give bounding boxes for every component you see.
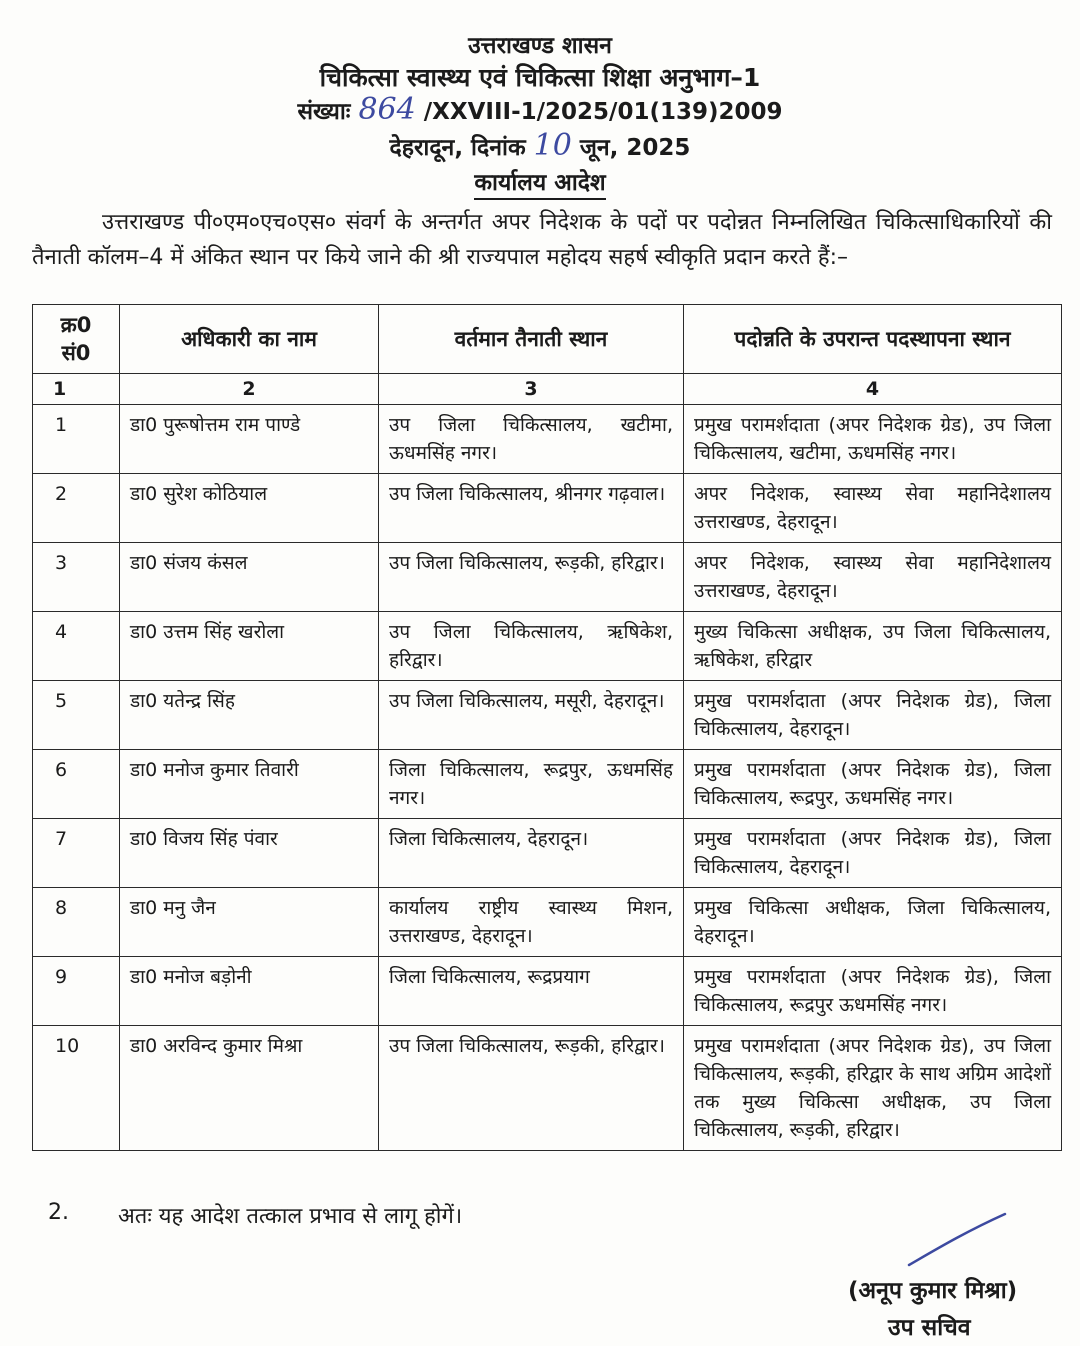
header-new-posting: पदोन्नति के उपरान्त पदस्थापना स्थान xyxy=(684,305,1062,374)
signatory-designation: उप सचिव xyxy=(888,1315,971,1341)
officer-name: डा0 संजय कंसल xyxy=(120,543,379,612)
officer-name: डा0 सुरेश कोठियाल xyxy=(120,474,379,543)
current-posting: कार्यालय राष्ट्रीय स्वास्थ्य मिशन, उत्तराखण्ड, देहरादून। xyxy=(379,888,684,957)
serial-number: 1 xyxy=(33,405,120,474)
serial-number: 8 xyxy=(33,888,120,957)
order-number xyxy=(0,92,1080,127)
serial-number: 10 xyxy=(33,1026,120,1151)
intro-text: उत्तराखण्ड पी०एम०एच०एस० संवर्ग के अन्तर्गत अपर निदेशक के पदों पर पदोन्नत निम्नलिखित चिकित्साधिकारियों की तैनाती कॉलम–4 में अंकित स्थान पर किये जाने की श्री राज्यपाल महोदय सहर्ष स्वीकृति प्रदान करते हैं:– xyxy=(32,210,1052,270)
intro-paragraph xyxy=(32,205,1052,275)
table-row xyxy=(33,543,1062,612)
new-posting: प्रमुख परामर्शदाता (अपर निदेशक ग्रेड), उप जिला चिकित्सालय, रूड़की, हरिद्वार के साथ अग्रिम आदेशों तक मुख्य चिकित्सा अधीक्षक, उप जिला चिकित्सालय, रूड़की, हरिद्वार। xyxy=(684,1026,1062,1151)
officer-name: डा0 विजय सिंह पंवार xyxy=(120,819,379,888)
column-number: 2 xyxy=(120,374,379,405)
table-row xyxy=(33,819,1062,888)
serial-number: 5 xyxy=(33,681,120,750)
officer-name: डा0 उत्तम सिंह खरोला xyxy=(120,612,379,681)
current-posting: उप जिला चिकित्सालय, ऋषिकेश, हरिद्वार। xyxy=(379,612,684,681)
table-row xyxy=(33,1026,1062,1151)
header-current-posting: वर्तमान तैनाती स्थान xyxy=(379,305,684,374)
new-posting: प्रमुख चिकित्सा अधीक्षक, जिला चिकित्सालय, देहरादून। xyxy=(684,888,1062,957)
new-posting: मुख्य चिकित्सा अधीक्षक, उप जिला चिकित्सालय, ऋषिकेश, हरिद्वार xyxy=(684,612,1062,681)
officer-name: डा0 पुरूषोत्तम राम पाण्डे xyxy=(120,405,379,474)
column-number: 1 xyxy=(33,374,120,405)
column-number: 4 xyxy=(684,374,1062,405)
point-number: 2. xyxy=(48,1200,69,1225)
officer-name: डा0 यतेन्द्र सिंह xyxy=(120,681,379,750)
government-name: उत्तराखण्ड शासन xyxy=(468,33,612,59)
new-posting: प्रमुख परामर्शदाता (अपर निदेशक ग्रेड), जिला चिकित्सालय, रूद्रपुर ऊधमसिंह नगर। xyxy=(684,957,1062,1026)
serial-number: 2 xyxy=(33,474,120,543)
table-row xyxy=(33,957,1062,1026)
document-title xyxy=(0,165,1080,197)
current-posting: जिला चिकित्सालय, देहरादून। xyxy=(379,819,684,888)
new-posting: प्रमुख परामर्शदाता (अपर निदेशक ग्रेड), जिला चिकित्सालय, देहरादून। xyxy=(684,681,1062,750)
department-name: चिकित्सा स्वास्थ्य एवं चिकित्सा शिक्षा अनुभाग–1 xyxy=(319,63,761,92)
new-posting: प्रमुख परामर्शदाता (अपर निदेशक ग्रेड), जिला चिकित्सालय, रूद्रपुर, ऊधमसिंह नगर। xyxy=(684,750,1062,819)
order-number-label: संख्याः xyxy=(297,99,351,125)
date-suffix: जून, 2025 xyxy=(579,135,691,161)
signatory-name: (अनूप कुमार मिश्रा) xyxy=(848,1278,1018,1304)
new-posting: अपर निदेशक, स्वास्थ्य सेवा महानिदेशालय उत्तराखण्ड, देहरादून। xyxy=(684,474,1062,543)
order-date xyxy=(0,128,1080,163)
new-posting: प्रमुख परामर्शदाता (अपर निदेशक ग्रेड), जिला चिकित्सालय, देहरादून। xyxy=(684,819,1062,888)
officer-name: डा0 मनोज कुमार तिवारी xyxy=(120,750,379,819)
new-posting: अपर निदेशक, स्वास्थ्य सेवा महानिदेशालय उत्तराखण्ड, देहरादून। xyxy=(684,543,1062,612)
current-posting: उप जिला चिकित्सालय, रूड़की, हरिद्वार। xyxy=(379,543,684,612)
serial-number: 4 xyxy=(33,612,120,681)
current-posting: जिला चिकित्सालय, रूद्रप्रयाग xyxy=(379,957,684,1026)
signature-mark xyxy=(905,1210,1010,1270)
officer-name: डा0 मनु जैन xyxy=(120,888,379,957)
table-row xyxy=(33,612,1062,681)
order-number-reference: /XXVIII-1/2025/01(139)2009 xyxy=(423,99,783,125)
current-posting: उप जिला चिकित्सालय, मसूरी, देहरादून। xyxy=(379,681,684,750)
current-posting: उप जिला चिकित्सालय, रूड़की, हरिद्वार। xyxy=(379,1026,684,1151)
date-prefix: देहरादून, दिनांक xyxy=(389,135,526,161)
current-posting: जिला चिकित्सालय, रूद्रपुर, ऊधमसिंह नगर। xyxy=(379,750,684,819)
header-serial: क्र0 सं0 xyxy=(33,305,120,374)
serial-number: 6 xyxy=(33,750,120,819)
table-header-row xyxy=(33,305,1062,374)
order-number-handwritten: 864 xyxy=(358,92,416,127)
new-posting: प्रमुख परामर्शदाता (अपर निदेशक ग्रेड), उप जिला चिकित्सालय, खटीमा, ऊधमसिंह नगर। xyxy=(684,405,1062,474)
officer-name: डा0 अरविन्द कुमार मिश्रा xyxy=(120,1026,379,1151)
table-row xyxy=(33,681,1062,750)
serial-number: 3 xyxy=(33,543,120,612)
point-text: अतः यह आदेश तत्काल प्रभाव से लागू होगें। xyxy=(118,1204,463,1229)
date-handwritten-day: 10 xyxy=(533,128,572,163)
column-number: 3 xyxy=(379,374,684,405)
table-row xyxy=(33,888,1062,957)
serial-number: 7 xyxy=(33,819,120,888)
officer-name: डा0 मनोज बड़ोनी xyxy=(120,957,379,1026)
table-row xyxy=(33,405,1062,474)
table-row xyxy=(33,750,1062,819)
serial-number: 9 xyxy=(33,957,120,1026)
current-posting: उप जिला चिकित्सालय, खटीमा, ऊधमसिंह नगर। xyxy=(379,405,684,474)
document-title-text: कार्यालय आदेश xyxy=(474,170,605,200)
current-posting: उप जिला चिकित्सालय, श्रीनगर गढ़वाल। xyxy=(379,474,684,543)
header-officer-name: अधिकारी का नाम xyxy=(120,305,379,374)
table-row xyxy=(33,474,1062,543)
posting-table xyxy=(32,304,1062,1151)
column-number-row xyxy=(33,374,1062,405)
